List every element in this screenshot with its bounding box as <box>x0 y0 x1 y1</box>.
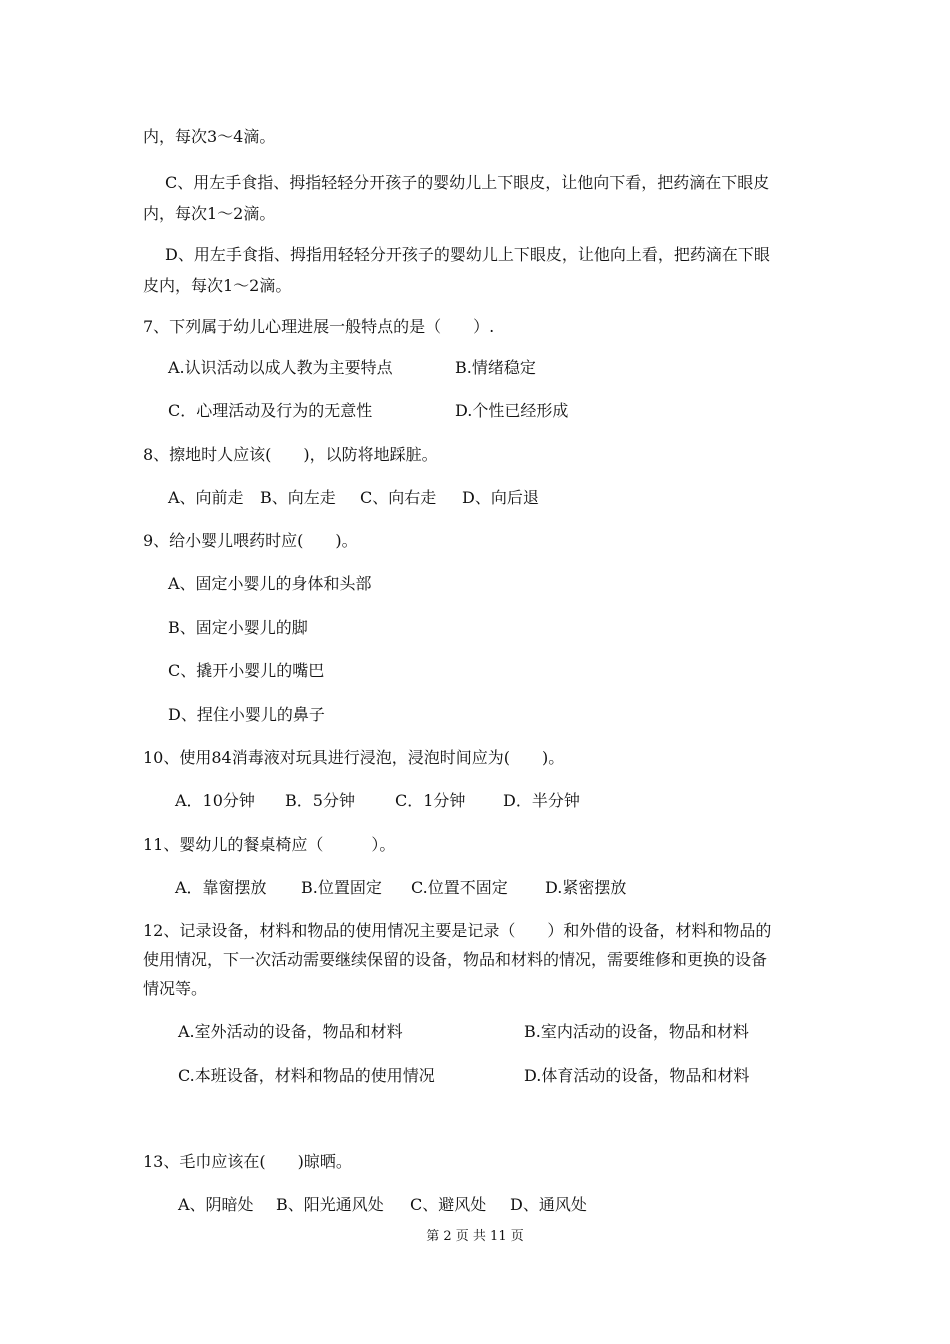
q11-option-b: B.位置固定 <box>301 878 382 897</box>
q8-options <box>168 487 539 509</box>
q8-option-c: C、向右走 <box>360 488 437 507</box>
q10-stem: 10、使用84消毒液对玩具进行浸泡，浸泡时间应为( )。 <box>143 748 565 767</box>
q12-stem-line2: 使用情况，下一次活动需要继续保留的设备，物品和材料的情况，需要维修和更换的设备 <box>143 950 768 969</box>
q12-option-c: C.本班设备，材料和物品的使用情况 <box>178 1066 435 1085</box>
q11-option-c: C.位置不固定 <box>411 878 508 897</box>
q10-option-c: C．1分钟 <box>395 791 466 810</box>
q13-option-d: D、通风处 <box>510 1195 587 1214</box>
q12-option-a: A.室外活动的设备，物品和材料 <box>178 1022 403 1041</box>
q10-option-a: A．10分钟 <box>175 791 255 810</box>
q8-option-a: A、向前走 <box>168 488 244 507</box>
q7-stem: 7、下列属于幼儿心理进展一般特点的是（ ）. <box>143 317 495 336</box>
q12-stem-line1: 12、记录设备，材料和物品的使用情况主要是记录（ ）和外借的设备，材料和物品的 <box>143 921 772 940</box>
q9-option-b: B、固定小婴儿的脚 <box>168 618 308 637</box>
q10-option-d: D．半分钟 <box>503 791 580 810</box>
q6-option-c-line2: 内，每次1～2滴。 <box>143 204 276 223</box>
q12-stem-line3: 情况等。 <box>143 979 208 998</box>
q9-option-a: A、固定小婴儿的身体和头部 <box>168 574 372 593</box>
q7-option-b: B.情绪稳定 <box>455 358 536 377</box>
q6-option-d-line1: D、用左手食指、拇指用轻轻分开孩子的婴幼儿上下眼皮，让他向上看，把药滴在下眼 <box>165 245 770 264</box>
q12-option-d: D.体育活动的设备，物品和材料 <box>524 1066 750 1085</box>
q10-option-b: B．5分钟 <box>285 791 355 810</box>
q6-option-d-line2: 皮内，每次1～2滴。 <box>143 276 292 295</box>
q13-options <box>178 1194 587 1216</box>
q7-option-a: A.认识活动以成人教为主要特点 <box>168 358 393 377</box>
q13-option-a: A、阴暗处 <box>178 1195 254 1214</box>
q8-stem: 8、擦地时人应该( )，以防将地踩脏。 <box>143 445 438 464</box>
q9-option-c: C、撬开小婴儿的嘴巴 <box>168 661 325 680</box>
page-number-footer: 第 2 页 共 11 页 <box>426 1229 524 1244</box>
q11-option-a: A．靠窗摆放 <box>175 878 267 897</box>
q9-stem: 9、给小婴儿喂药时应( )。 <box>143 531 358 550</box>
q12-option-b: B.室内活动的设备，物品和材料 <box>524 1022 749 1041</box>
q11-stem: 11、婴幼儿的餐桌椅应（ ）。 <box>143 835 396 854</box>
q9-option-d: D、捏住小婴儿的鼻子 <box>168 705 325 724</box>
q6-continuation: 内，每次3～4滴。 <box>143 127 276 146</box>
q8-option-d: D、向后退 <box>462 488 539 507</box>
q11-options <box>175 877 626 899</box>
q7-option-d: D.个性已经形成 <box>455 401 569 420</box>
q13-stem: 13、毛巾应该在( )晾晒。 <box>143 1152 352 1171</box>
q11-option-d: D.紧密摆放 <box>545 878 627 897</box>
q13-option-c: C、避风处 <box>410 1195 487 1214</box>
q7-option-c: C．心理活动及行为的无意性 <box>168 401 373 420</box>
q8-option-b: B、向左走 <box>260 488 336 507</box>
q10-options <box>175 790 580 812</box>
q6-option-c-line1: C、用左手食指、拇指轻轻分开孩子的婴幼儿上下眼皮，让他向下看，把药滴在下眼皮 <box>165 173 770 192</box>
q13-option-b: B、阳光通风处 <box>276 1195 384 1214</box>
